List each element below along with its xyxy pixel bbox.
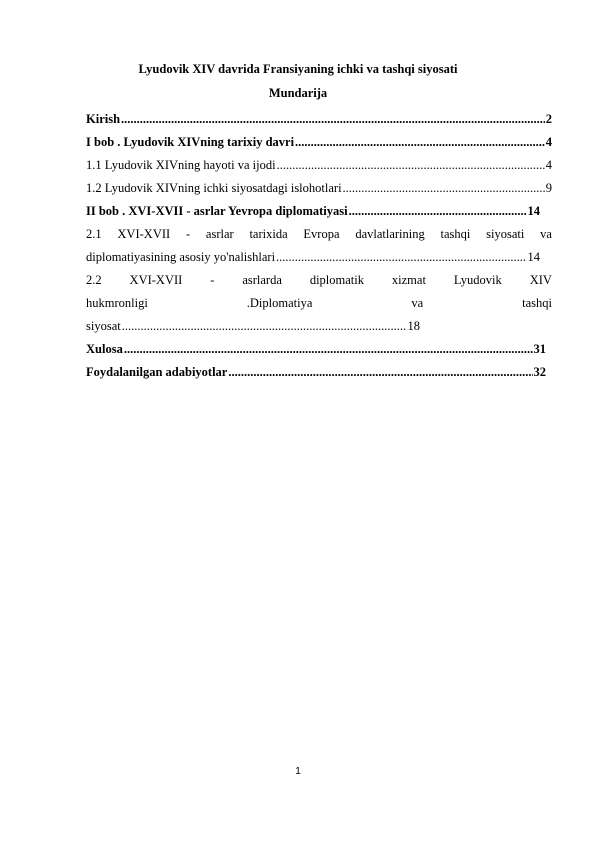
toc-word: tarixida bbox=[249, 227, 288, 241]
toc-entry-page: 31 bbox=[533, 342, 546, 356]
toc-entry-1-1 bbox=[86, 154, 552, 177]
toc-entry-kirish bbox=[86, 108, 552, 131]
toc-leader-dots bbox=[349, 200, 527, 223]
toc-word: 2.2 bbox=[86, 273, 102, 287]
toc-word: asrlar bbox=[205, 227, 234, 241]
toc-word: Lyudovik bbox=[453, 273, 502, 287]
toc-leader-dots bbox=[295, 131, 545, 154]
toc-entry-label: diplomatiyasining asosiy yo'nalishlari bbox=[86, 250, 276, 264]
toc-entry-line bbox=[86, 246, 540, 269]
toc-entry-page: 4 bbox=[545, 135, 552, 149]
toc-entry-label: II bob . XVI-XVII - asrlar Yevropa diplomatiyasi bbox=[86, 204, 348, 218]
toc-entry-2-1 bbox=[86, 223, 552, 269]
toc-leader-dots bbox=[228, 361, 532, 384]
toc-word: tashqi bbox=[522, 296, 552, 310]
toc-entry-line bbox=[86, 292, 552, 315]
toc-word: siyosati bbox=[486, 227, 525, 241]
toc-entry-2-2 bbox=[86, 269, 552, 338]
toc-entry-label: Kirish bbox=[86, 112, 121, 126]
toc-word: - bbox=[210, 273, 215, 287]
toc-word: XVI-XVII bbox=[129, 273, 183, 287]
toc-entry-bob1 bbox=[86, 131, 552, 154]
toc-word: XVI-XVII bbox=[117, 227, 171, 241]
toc-word: Evropa bbox=[303, 227, 340, 241]
toc-word: - bbox=[185, 227, 191, 241]
toc-word: va bbox=[411, 296, 424, 310]
page-number: 1 bbox=[295, 766, 301, 777]
toc-word: tashqi bbox=[440, 227, 471, 241]
toc-entry-xulosa bbox=[86, 338, 546, 361]
toc-word: diplomatik bbox=[309, 273, 364, 287]
toc-entry-label: 1.2 Lyudovik XIVning ichki siyosatdagi islohotlari bbox=[86, 181, 342, 195]
toc-word: XIV bbox=[529, 273, 552, 287]
toc-entry-label: siyosat bbox=[86, 319, 121, 333]
toc-leader-dots bbox=[343, 177, 545, 200]
table-of-contents bbox=[86, 108, 552, 384]
toc-word: asrlarda bbox=[242, 273, 282, 287]
toc-entry-label: I bob . Lyudovik XIVning tarixiy davri bbox=[86, 135, 295, 149]
toc-entry-line bbox=[86, 223, 552, 246]
toc-word: xizmat bbox=[391, 273, 426, 287]
toc-entry-page: 2 bbox=[545, 112, 552, 126]
toc-entry-1-2 bbox=[86, 177, 552, 200]
toc-entry-label: 1.1 Lyudovik XIVning hayoti va ijodi bbox=[86, 158, 276, 172]
toc-entry-page: 32 bbox=[533, 365, 546, 379]
toc-entry-page: 9 bbox=[545, 181, 552, 195]
toc-entry-label: Xulosa bbox=[86, 342, 123, 356]
toc-entry-page: 14 bbox=[527, 204, 540, 218]
toc-heading: Mundarija bbox=[268, 86, 328, 100]
toc-word: va bbox=[540, 227, 552, 241]
toc-word: .Diplomatiya bbox=[246, 296, 313, 310]
document-title: Lyudovik XIV davrida Fransiyaning ichki va tashqi siyosati bbox=[138, 62, 458, 76]
toc-entry-line bbox=[86, 315, 420, 338]
toc-entry-label: Foydalanilgan adabiyotlar bbox=[86, 365, 228, 379]
toc-entry-adabiyot bbox=[86, 361, 546, 384]
toc-word: 2.1 bbox=[86, 227, 102, 241]
toc-entry-page: 14 bbox=[527, 250, 540, 264]
toc-leader-dots bbox=[276, 246, 526, 269]
toc-entry-bob2 bbox=[86, 200, 540, 223]
toc-entry-line bbox=[86, 269, 552, 292]
toc-word: hukmronligi bbox=[86, 296, 148, 310]
toc-leader-dots bbox=[277, 154, 545, 177]
toc-word: davlatlarining bbox=[355, 227, 425, 241]
toc-entry-page: 18 bbox=[407, 319, 420, 333]
toc-leader-dots bbox=[122, 315, 407, 338]
toc-leader-dots bbox=[121, 108, 545, 131]
toc-entry-page: 4 bbox=[545, 158, 552, 172]
toc-leader-dots bbox=[124, 338, 533, 361]
